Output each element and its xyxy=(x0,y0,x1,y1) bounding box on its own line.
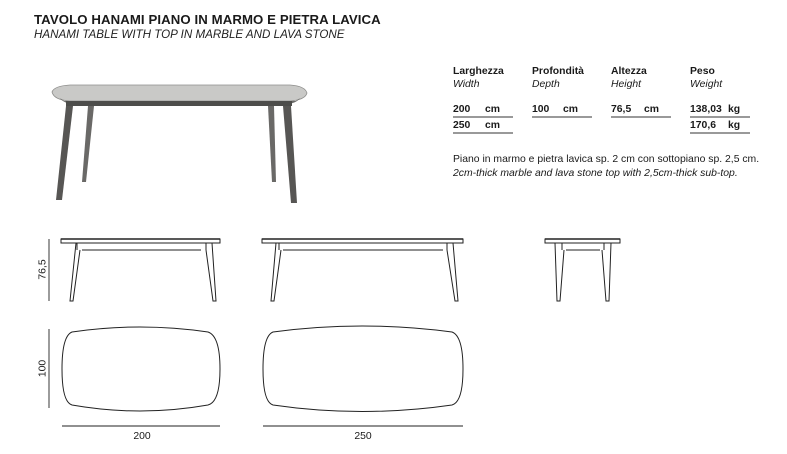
spec-col-weight xyxy=(690,66,722,90)
spec-value: 138,03 xyxy=(690,104,722,115)
spec-col-height xyxy=(611,66,647,90)
spec-unit: cm xyxy=(485,120,501,131)
spec-unit: cm xyxy=(644,104,660,115)
spec-header-en: Width xyxy=(453,79,480,90)
spec-header-en: Weight xyxy=(690,79,723,90)
width-label-200: 200 xyxy=(133,431,151,442)
spec-value: 170,6 xyxy=(690,120,717,131)
spec-unit: cm xyxy=(485,104,501,115)
spec-value: 250 xyxy=(453,120,471,131)
width-label-250: 250 xyxy=(354,431,372,442)
spec-header-en: Height xyxy=(611,79,642,90)
spec-value: 200 xyxy=(453,104,471,115)
material-note-en: 2cm-thick marble and lava stone top with 2,5cm-thick sub-top. xyxy=(453,168,738,179)
spec-header: Altezza xyxy=(611,66,647,77)
spec-unit: kg xyxy=(728,104,741,115)
height-label: 76,5 xyxy=(37,259,49,280)
product-title: TAVOLO HANAMI PIANO IN MARMO E PIETRA LAVICA xyxy=(34,12,381,27)
spec-header: Larghezza xyxy=(453,66,504,77)
table-photo xyxy=(52,85,307,203)
spec-header: Peso xyxy=(690,66,715,77)
spec-value: 100 xyxy=(532,104,550,115)
elevation-side xyxy=(545,239,620,301)
plan-250 xyxy=(263,326,463,412)
depth-label: 100 xyxy=(37,359,49,378)
spec-header-en: Depth xyxy=(532,79,560,90)
spec-col-width xyxy=(453,66,504,90)
elevation-250 xyxy=(262,239,463,301)
spec-header: Profondità xyxy=(532,66,584,77)
plan-200 xyxy=(62,327,220,411)
material-note xyxy=(453,153,759,181)
spec-unit: kg xyxy=(728,120,741,131)
spec-value: 76,5 xyxy=(611,104,632,115)
spec-unit: cm xyxy=(563,104,579,115)
spec-col-depth xyxy=(532,66,584,90)
product-subtitle: HANAMI TABLE WITH TOP IN MARBLE AND LAVA STONE xyxy=(34,28,345,41)
material-note-it: Piano in marmo e pietra lavica sp. 2 cm con sottopiano sp. 2,5 cm. xyxy=(453,154,760,165)
elevation-200 xyxy=(61,239,220,301)
